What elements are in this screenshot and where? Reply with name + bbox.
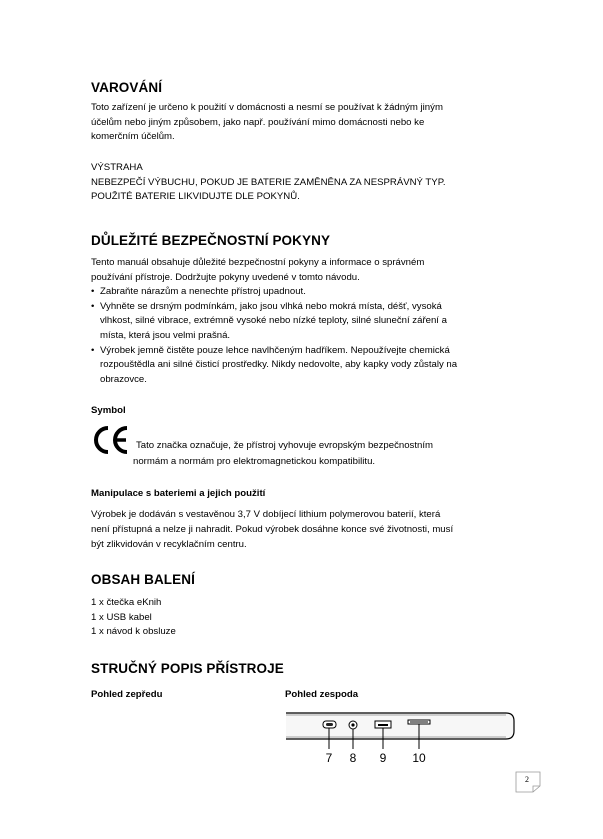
text-line: Zabraňte nárazům a nenechte přístroj upadnout. [100, 286, 306, 298]
text-line: normám a normám pro elektromagnetickou kompatibilitu. [133, 455, 376, 467]
symbol-label: Symbol [91, 405, 126, 416]
safety-bullet [91, 285, 521, 300]
bullet-mark: • [91, 286, 95, 298]
page-number: 2 [525, 775, 529, 784]
description-heading: STRUČNÝ POPIS PŘÍSTROJE [91, 661, 284, 676]
text-line: POUŽITÉ BATERIE LIKVIDUJTE DLE POKYNŮ. [91, 191, 300, 203]
symbol-description [133, 438, 434, 469]
callout-label: 9 [379, 751, 387, 765]
callout-label: 10 [412, 751, 426, 765]
safety-bullet [91, 300, 521, 344]
safety-text [91, 256, 521, 387]
package-list [91, 596, 521, 640]
bullet-mark: • [91, 300, 95, 312]
list-item: 1 x návod k obsluze [91, 626, 176, 638]
text-line: vlhkost, silné vibrace, extrémně vysoké nebo nízké teploty, silné sluneční záření a [100, 315, 447, 327]
text-line: být zlikvidován v recyklačním centru. [91, 539, 247, 551]
text-line: Vyhněte se drsným podmínkám, jako jsou vlhká nebo mokrá místa, déšť, vysoká [100, 300, 442, 312]
text-line: není přístupná a nelze ji nahradit. Pokud výrobek dosáhne konce své životnosti, musí [91, 524, 454, 536]
caution-text [91, 161, 521, 205]
text-line: účelům nebo jiným způsobem, jako např. používání mimo domácnosti nebo ke [91, 116, 425, 128]
warning-heading: VAROVÁNÍ [91, 80, 163, 95]
warning-text [91, 101, 521, 145]
callout-label: 8 [349, 751, 357, 765]
text-line: NEBEZPEČÍ VÝBUCHU, POKUD JE BATERIE ZAMĚNĚNA ZA NESPRÁVNÝ TYP. [91, 176, 446, 188]
text-line: Tato značka označuje, že přístroj vyhovuje evropským bezpečnostním [136, 440, 434, 451]
bottom-view-label: Pohled zespoda [285, 689, 359, 700]
text-line: Výrobek je dodáván s vestavěnou 3,7 V dobíjecí lithium polymerovou baterií, která [91, 509, 441, 520]
ce-mark-icon [91, 424, 131, 456]
text-line: Výrobek jemně čistěte pouze lehce navlhčeným hadříkem. Nepoužívejte chemická [100, 344, 450, 356]
callout-label: 7 [325, 751, 333, 765]
bullet-mark: • [91, 344, 95, 356]
battery-heading: Manipulace s bateriemi a jejich použití [91, 488, 266, 499]
text-line: rozpouštědla ani silné čisticí prostředky. Nikdy nedovolte, aby kapky vody zůstaly na [100, 359, 458, 371]
text-line: obrazovce. [100, 373, 147, 385]
front-view-label: Pohled zepředu [91, 689, 163, 700]
page-number-box [515, 771, 541, 793]
package-heading: OBSAH BALENÍ [91, 572, 195, 587]
text-line: komerčním účelům. [91, 131, 175, 143]
list-item: 1 x USB kabel [91, 611, 152, 623]
list-item: 1 x čtečka eKnih [91, 597, 162, 608]
battery-text [91, 507, 521, 553]
text-line: Toto zařízení je určeno k použití v domácnosti a nesmí se používat k žádným jiným [91, 102, 443, 113]
text-line: používání přístroje. Dodržujte pokyny uvedené v tomto návodu. [91, 271, 360, 283]
text-line: VÝSTRAHA [91, 162, 143, 173]
safety-heading: DŮLEŽITÉ BEZPEČNOSTNÍ POKYNY [91, 233, 331, 248]
text-line: místa, která jsou velmi prašná. [100, 329, 231, 341]
device-bottom-view-drawing [280, 705, 518, 771]
text-line: Tento manuál obsahuje důležité bezpečnostní pokyny a informace o správném [91, 257, 425, 268]
safety-bullet [91, 344, 521, 388]
